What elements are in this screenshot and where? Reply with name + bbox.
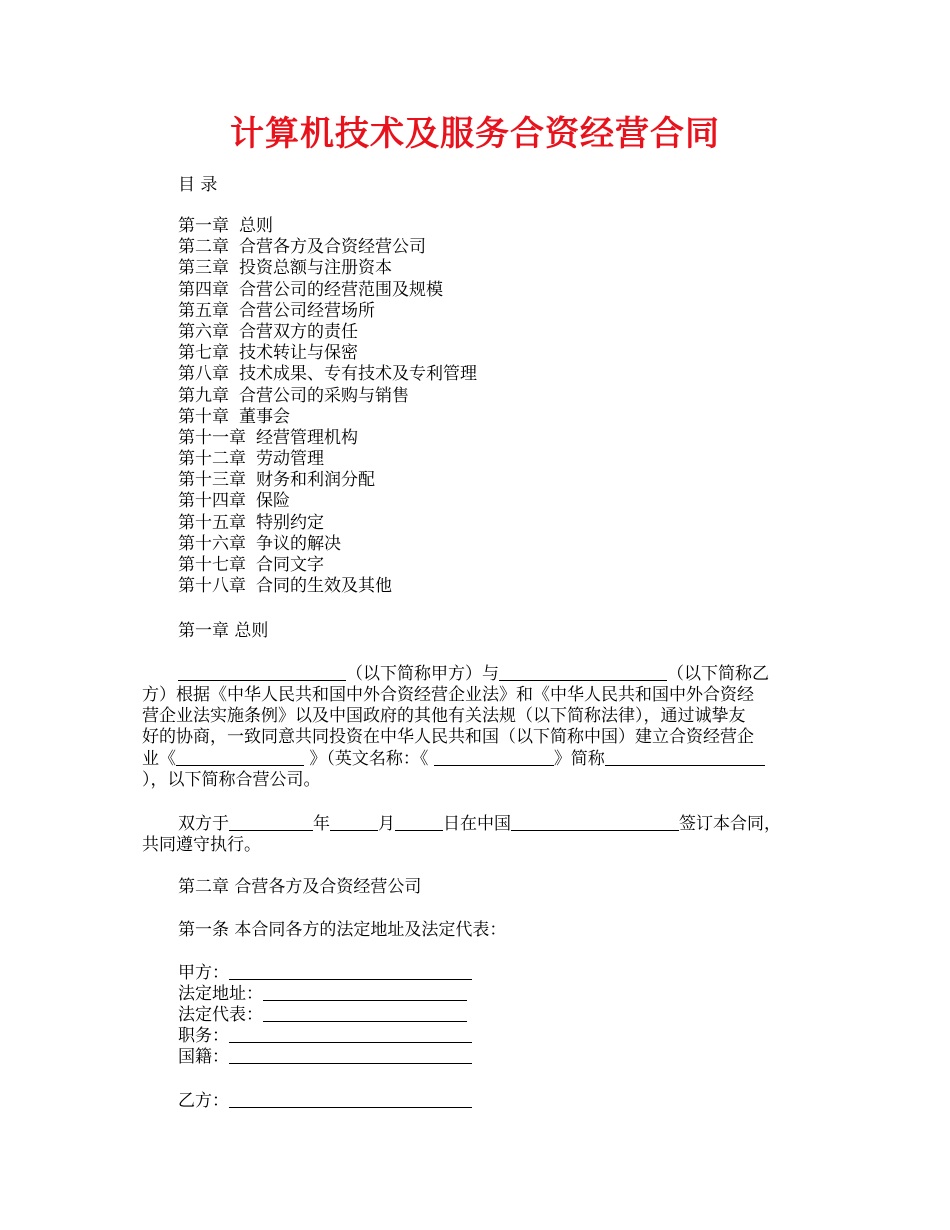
blank-party-a[interactable] <box>178 664 346 681</box>
party-a-nationality-field: 国籍： <box>178 1047 472 1068</box>
toc-entry <box>178 576 477 597</box>
toc-entry <box>178 216 477 237</box>
toc-chapter-title: 合营双方的责任 <box>239 321 358 342</box>
toc-chapter-number: 第二章 <box>178 237 229 258</box>
blank-party-a-address[interactable] <box>263 984 467 1001</box>
toc-chapter-title: 合同的生效及其他 <box>256 576 392 597</box>
para1-line4: 好的协商，一致同意共同投资在中华人民共和国（以下简称中国）建立合资经营企 <box>142 727 754 747</box>
toc-chapter-number: 第一章 <box>178 216 229 236</box>
toc-chapter-title: 董事会 <box>239 406 290 427</box>
toc-chapter-number: 第十五章 <box>178 512 246 533</box>
toc-chapter-title: 争议的解决 <box>256 533 341 554</box>
blank-year[interactable] <box>229 814 313 831</box>
blank-place[interactable] <box>511 814 679 831</box>
blank-day[interactable] <box>395 814 443 831</box>
toc-chapter-title: 技术成果、专有技术及专利管理 <box>239 364 477 385</box>
toc-chapter-number: 第十七章 <box>178 555 246 575</box>
toc-entry <box>178 364 477 385</box>
toc-chapter-number: 第十二章 <box>178 449 246 470</box>
toc-chapter-title: 合同文字 <box>256 555 324 575</box>
toc-chapter-number: 第六章 <box>178 321 229 342</box>
toc-chapter-number: 第四章 <box>178 279 229 300</box>
blank-party-a-name[interactable] <box>229 963 472 980</box>
toc-chapter-title: 投资总额与注册资本 <box>239 258 392 279</box>
toc-chapter-number: 第七章 <box>178 343 229 364</box>
blank-short-name[interactable] <box>605 749 765 766</box>
blank-party-b-name[interactable] <box>229 1091 472 1108</box>
blank-party-b[interactable] <box>499 664 667 681</box>
toc-chapter-title: 总则 <box>239 216 273 236</box>
toc-entry <box>178 237 477 258</box>
toc-entry <box>178 555 477 576</box>
toc-entry <box>178 386 477 407</box>
toc-chapter-title: 经营管理机构 <box>256 427 358 448</box>
blank-party-a-nationality[interactable] <box>229 1047 472 1064</box>
toc-chapter-title: 合营公司的采购与销售 <box>239 385 409 406</box>
blank-month[interactable] <box>330 814 378 831</box>
toc-chapter-number: 第十四章 <box>178 491 246 512</box>
party-a-address-field: 法定地址： <box>178 984 467 1005</box>
blank-english-name[interactable] <box>434 749 554 766</box>
toc-chapter-title: 财务和利润分配 <box>256 470 375 491</box>
toc-chapter-number: 第三章 <box>178 258 229 279</box>
party-a-representative-field: 法定代表： <box>178 1005 467 1026</box>
chapter-2-heading: 第二章 合营各方及合资经营公司 <box>178 877 422 897</box>
toc-chapter-number: 第十三章 <box>178 470 246 491</box>
blank-company-name[interactable] <box>176 749 304 766</box>
toc-chapter-number: 第十八章 <box>178 576 246 597</box>
toc-entry <box>178 513 477 534</box>
toc-chapter-title: 合营公司经营场所 <box>239 300 375 321</box>
toc-entry <box>178 491 477 512</box>
toc-entry <box>178 449 477 470</box>
table-of-contents <box>178 216 477 597</box>
party-a-name-field: 甲方： <box>178 963 472 984</box>
toc-chapter-number: 第五章 <box>178 300 229 321</box>
toc-chapter-number: 第十章 <box>178 406 229 427</box>
toc-entry <box>178 407 477 428</box>
para2-line1: 双方于 年 月 日在中国 签订本合同， <box>178 814 781 834</box>
toc-chapter-number: 第九章 <box>178 385 229 406</box>
toc-chapter-title: 合营各方及合资经营公司 <box>239 237 426 258</box>
document-title: 计算机技术及服务合资经营合同 <box>230 114 720 154</box>
para1-line1: （以下简称甲方）与 （以下简称乙 <box>178 664 769 685</box>
toc-entry <box>178 322 477 343</box>
toc-entry <box>178 470 477 491</box>
toc-chapter-title: 技术转让与保密 <box>239 343 358 364</box>
toc-entry <box>178 343 477 364</box>
toc-chapter-title: 劳动管理 <box>256 449 324 470</box>
toc-entry <box>178 534 477 555</box>
toc-chapter-title: 保险 <box>256 491 290 512</box>
para1-line6: ），以下简称合营公司。 <box>142 770 321 790</box>
blank-party-a-representative[interactable] <box>263 1005 467 1022</box>
toc-entry <box>178 428 477 449</box>
toc-chapter-number: 第十六章 <box>178 533 246 554</box>
para1-line3: 营企业法实施条例》以及中国政府的其他有关法规（以下简称法律），通过诚挚友 <box>142 706 746 726</box>
toc-heading: 目 录 <box>178 175 218 195</box>
toc-chapter-number: 第十一章 <box>178 427 246 448</box>
para1-line5: 业《 》（英文名称：《 》简称 <box>142 749 765 770</box>
party-a-position-field: 职务： <box>178 1026 472 1047</box>
chapter-1-heading: 第一章 总则 <box>178 621 269 641</box>
toc-chapter-number: 第八章 <box>178 364 229 385</box>
toc-entry <box>178 301 477 322</box>
toc-entry <box>178 258 477 279</box>
para1-line2: 方）根据《中华人民共和国中外合资经营企业法》和《中华人民共和国中外合资经 <box>142 685 754 705</box>
blank-party-a-position[interactable] <box>229 1026 472 1043</box>
toc-chapter-title: 合营公司的经营范围及规模 <box>239 279 443 300</box>
toc-entry <box>178 280 477 301</box>
article-1: 第一条 本合同各方的法定地址及法定代表： <box>178 920 507 940</box>
para2-line2: 共同遵守执行。 <box>142 835 261 855</box>
party-b-name-field: 乙方： <box>178 1091 472 1112</box>
toc-chapter-title: 特别约定 <box>256 512 324 533</box>
